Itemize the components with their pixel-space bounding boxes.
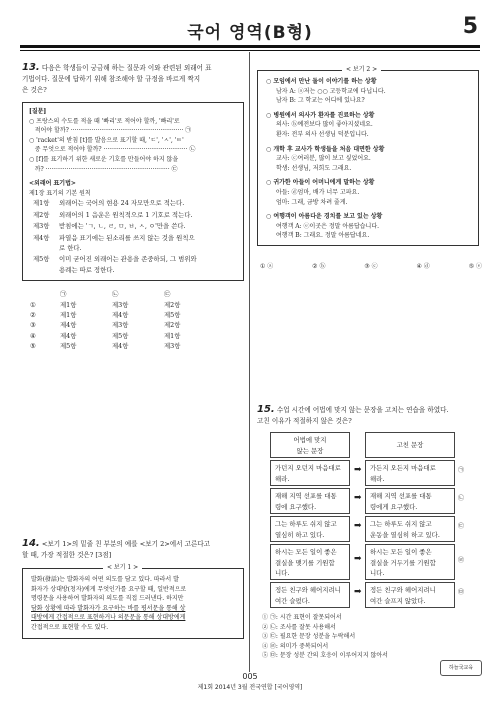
dialogue-item: ○ 여행객이 아름다운 경치를 보고 있는 상황 여행객 A: ⓔ이곳은 정말 아름답습니다. 여행객 B: 그래요. 정말 아름답네요. [266,213,383,240]
choice-row[interactable]: ① 제1항 제3항 제2항 [30,300,181,309]
table-cell-original: 하시는 모든 일이 좋은 결실을 맺기를 기원합 니다. [270,544,350,580]
choice-row[interactable]: ④ 제4항 제5항 제1항 [30,331,181,340]
arrow-icon: ➡ [354,587,362,597]
prompt-line: 은 것은? [22,86,47,94]
table-cell-revised: 정든 친구와 헤어지려니 여간 슬프지 않았다. [365,582,455,608]
prompt-line: 다음은 학생들이 궁금해 하는 질문과 이와 관련된 외래어 표 [41,64,212,72]
rule-row: 제2항 외래어의 1 음운은 원칙적으로 1 기호로 적는다. [33,210,193,219]
info-box [22,102,244,281]
prompt-line: 할 때, 가장 적절한 것은? [3점] [22,551,112,559]
row-mark: ㉣ [458,557,465,564]
choice-row[interactable]: ⑤ 제5항 제4항 제3항 [30,342,181,351]
choice-option[interactable]: ③ ㉢: 필요한 문장 성분을 누락해서 [262,633,356,641]
arrow-icon: ➡ [354,465,362,475]
rules-title: <외래어 표기법> [29,180,76,188]
choice-option[interactable]: ⑤ ⓔ [468,263,482,270]
answer-choices: ㉠ ㉡ ㉢ ① 제1항 제3항 제2항 ② 제1항 제4항 제5항 ③ 제4항 제3항 제2항 ④ 제4항 제5항 제1항 ⑤ 제5항 제4항 제3항 [30,290,181,351]
row-mark: ㉡ [458,495,465,502]
footer-page-code: 005 [242,672,258,681]
question-number: 13. [22,62,40,73]
prompt-line: 기법이다. 질문에 답하기 위해 참조해야 할 규정을 바르게 짝지 [22,75,201,83]
rule-row: 제5항 이미 굳어진 외래어는 관용을 존중하되, 그 범위와 용례는 따로 정한다. [33,255,197,274]
page-number: 5 [462,14,478,39]
table-cell-original: 가던지 오던지 마음대로 해라. [270,460,350,486]
footer-exam-line: 제1회 2014년 3월 전국연합 [국어영역] [197,684,303,691]
prompt-line: 수업 시간에 어법에 맞지 않는 문장을 고치는 연습을 하였다. [276,406,449,414]
rules-table [33,198,197,276]
table-header-left: 어법에 맞지 않는 문장 [270,432,350,458]
question-15 [257,404,483,427]
table-header-right: 고친 문장 [365,432,455,458]
column-divider [249,52,250,672]
arrow-icon: ➡ [354,521,362,531]
rules-subtitle: 제1장 표기의 기본 원칙 [29,189,91,197]
publisher-stamp-logo: 하늘국교육 [440,660,482,676]
q15-options [262,613,482,661]
choice-option[interactable]: ② ⓑ [312,263,326,270]
row-mark: ㉠ [458,467,465,474]
dialogue-item: ○ 모임에서 만난 둘이 이야기를 하는 상황 남자 A: ⓐ저는 ○○ 고등학교에 다닙니다. 남자 B: 그 학교는 어디에 있나요? [266,78,386,105]
question-item: ○ [f]를 표기하기 위한 새로운 기호를 만들어야 하지 않을 까? ································································· ㉢ [29,155,179,173]
dialogue-item: ○ 병원에서 의사가 환자를 진료하는 상황 의사: ⓑ예전보다 많이 좋아지셨네요. 환자: 전부 의사 선생님 덕분입니다. [266,111,375,138]
question-item: ○ 프랑스의 수도를 적을 때 '빠리'로 적어야 할까, '빠리'로 적어야 할까? ··························································· ㉠ [29,117,192,135]
choice-option[interactable]: ④ ㉣: 의미가 중복되어서 [262,642,329,650]
q14-answer-choices [260,262,482,272]
box-title: < 보기 2 > [342,65,381,75]
dialogue-item: ○ 개학 후 교사가 학생들을 처음 대면한 상황 교사: ⓒ여러분, 많이 보고 싶었어요. 학생: 선생님, 저희도 그래요. [266,145,385,172]
rule-row: 제1항 외래어는 국어의 현용 24 자모만으로 적는다. [33,199,185,208]
table-cell-original: 재해 지역 선포를 대통 령에 요구했다. [270,488,350,514]
choice-option[interactable]: ③ ⓒ [364,263,378,270]
question-14 [22,538,244,639]
box-title: < 보기 1 > [103,563,142,573]
arrow-icon: ➡ [354,554,362,564]
table-cell-revised: 하시는 모든 일이 좋은 결실을 거두기를 기원합 니다. [365,544,455,580]
row-mark: ㉢ [458,523,465,530]
rule-row: 제3항 받침에는 'ㄱ, ㄴ, ㄹ, ㅁ, ㅂ, ㅅ, ㅇ'만을 쓴다. [33,222,186,231]
choice-option[interactable]: ② ㉡: 조사를 잘못 사용해서 [262,623,336,631]
choice-row[interactable]: ③ 제4항 제3항 제2항 [30,321,181,330]
header-rule-thin [20,50,480,51]
table-cell-revised: 그는 하루도 쉬지 않고 운동을 열심히 하고 있다. [365,516,455,542]
rule-row: 제4항 파열음 표기에는 된소리를 쓰지 않는 것을 원칙으 로 한다. [33,233,195,252]
bogi-1-box: < 보기 1 > 발화(發話)는 발화자의 어떤 의도를 담고 있다. 따라서 발 화자가 상대방(청자)에게 무엇인가를 요구할 때, 일반적으로 명령문을 사용하여 발화자의 의도를 직접 드러낸다. 하지만 담화 상황에 따라 발화자가 요구하는 바를 평서문을 통해 상 대방에게 간접적으로 표현하거나 의문문을 통해 상대방에게 간접적으로 표현할 수도 있다. [22,568,244,639]
header-rule [20,45,480,48]
table-cell-revised: 재해 지역 선포를 대통 령에게 요구했다. [365,488,455,514]
page-header-title: 국어 영역(B형) [187,23,313,43]
choice-option[interactable]: ⑤ ㉤: 문장 성분 간의 호응이 이루어지지 않아서 [262,652,388,660]
arrow-icon: ➡ [354,493,362,503]
dialogue-item: ○ 귀가한 아들이 어머니에게 말하는 상황 아들: ⓓ엄마, 배가 너무 고파요. 엄마: 그래, 금방 차려 줄게. [266,179,375,206]
question-13 [22,62,244,352]
choice-row[interactable]: ② 제1항 제4항 제5항 [30,311,181,319]
box-label: [질문] [29,108,47,115]
choice-option[interactable]: ① ㉠: 시간 표현이 잘못되어서 [262,614,342,621]
prompt-line: 고친 이유가 적절하지 않은 것은? [257,417,352,425]
table-cell-revised: 가든지 오든지 마음대로 해라. [365,460,455,486]
question-number: 14. [22,538,40,549]
question-number: 15. [257,404,275,415]
choice-option[interactable]: ④ ⓓ [416,263,430,270]
table-cell-original: 정든 친구와 헤어지려니 여간 슬펐다. [270,582,350,608]
question-item: ○ 'racket'의 받침 [t]를 발음으로 표기할 때, 'ㄷ', 'ㅅ', 'ㅌ' 중 무엇으로 적어야 할까? ············································ ㉡ [29,136,196,154]
choice-option[interactable]: ① ⓐ [260,263,274,270]
bogi-2-box [257,66,479,246]
table-cell-original: 그는 하루도 쉬지 않고 열심히 하고 있다. [270,516,350,542]
prompt-line: <보기 1>의 밑줄 친 부분의 예를 <보기 2>에서 고른다고 [41,540,211,548]
row-mark: ㉤ [458,589,465,596]
